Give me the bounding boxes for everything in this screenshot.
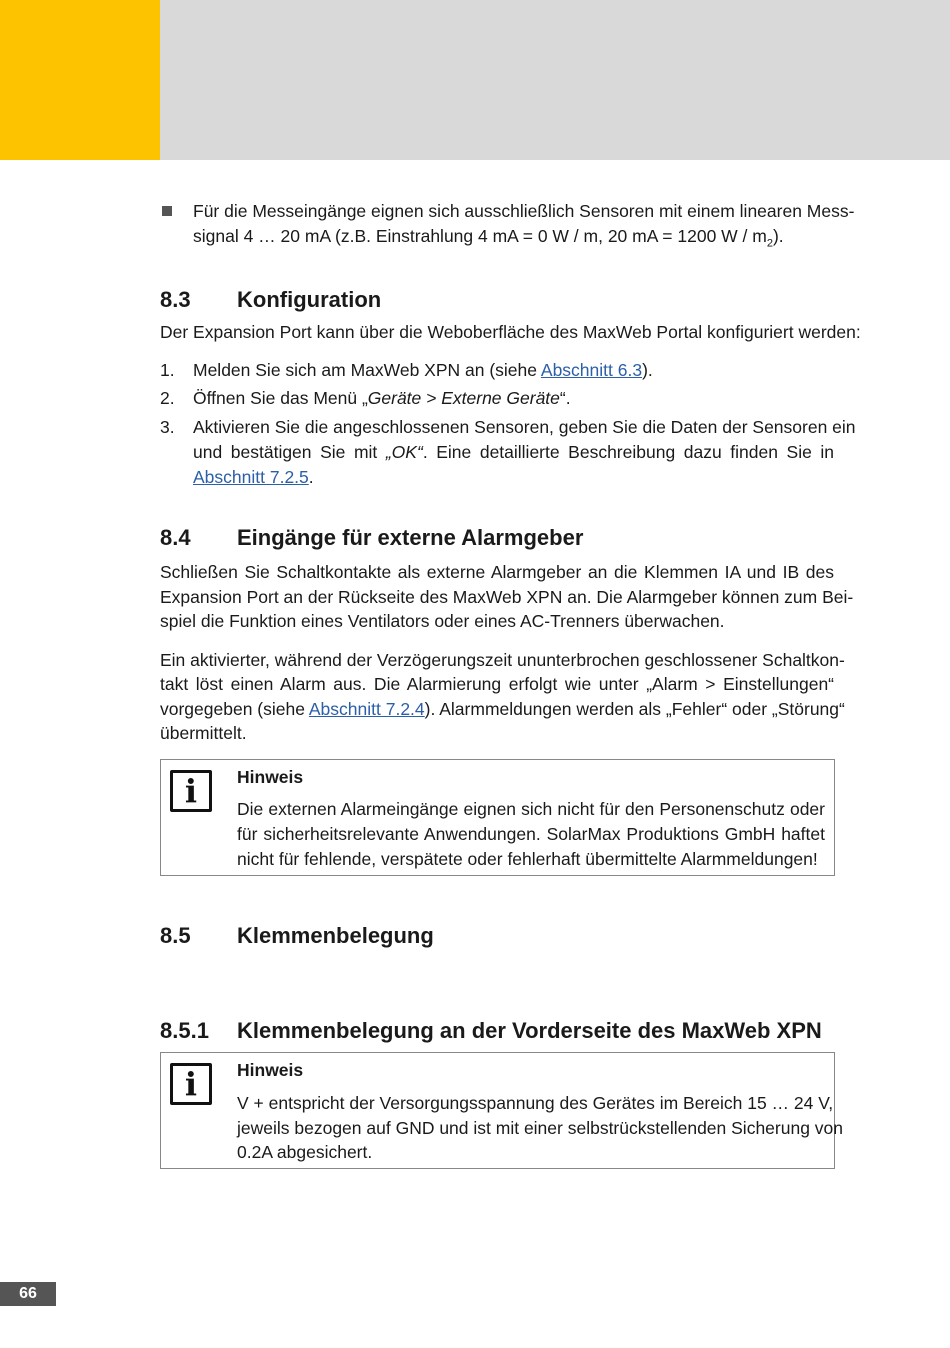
note-2-line-1: V + entspricht der Versorgungsspannung des Gerätes im Bereich 15 … 24 V,: [237, 1093, 834, 1113]
section-8-5-1-title: Klemmenbelegung an der Vorderseite des MaxWeb XPN: [237, 1018, 822, 1043]
section-8-5-title: Klemmenbelegung: [237, 923, 434, 948]
step-3-line-3: Abschnitt 7.2.5.: [193, 467, 314, 487]
header-accent-block: [0, 0, 160, 160]
link-abschnitt-7-2-5[interactable]: Abschnitt 7.2.5: [193, 467, 309, 487]
info-icon: i: [170, 770, 212, 812]
section-8-3-number: 8.3: [160, 287, 191, 312]
section-8-5-number: 8.5: [160, 923, 191, 948]
bullet-square-icon: [162, 206, 172, 216]
note-2-line-3: 0.2A abgesichert.: [237, 1142, 373, 1162]
section-8-4-title: Eingänge für externe Alarmgeber: [237, 525, 584, 550]
note-1-line-1: Die externen Alarmeingänge eignen sich nicht für den Personenschutz oder: [237, 799, 825, 819]
step-3-line-1: Aktivieren Sie die angeschlossenen Sensoren, geben Sie die Daten der Sensoren ein: [193, 417, 856, 437]
link-abschnitt-7-2-4[interactable]: Abschnitt 7.2.4: [308, 699, 425, 719]
section-8-5-1-number: 8.5.1: [160, 1018, 209, 1043]
section-8-3-intro: Der Expansion Port kann über die Weboberfläche des MaxWeb Portal konfiguriert werden:: [160, 322, 861, 342]
section-8-4-p2-line-3: vorgegeben (siehe Abschnitt 7.2.4). Alarmmeldungen werden als „Fehler“ oder „Störung“: [160, 699, 845, 719]
note-2-line-2: jeweils bezogen auf GND und ist mit einer selbstrückstellenden Sicherung von: [237, 1118, 844, 1138]
step-2-number: 2.: [160, 388, 175, 408]
note-1-line-3: nicht für fehlende, verspätete oder fehlerhaft übermittelte Alarmmeldungen!: [237, 849, 818, 869]
section-8-4-p1-line-3: spiel die Funktion eines Ventilators oder eines AC-Trenners überwachen.: [160, 611, 725, 631]
step-1-number: 1.: [160, 360, 175, 380]
page-number: 66: [0, 1282, 56, 1306]
note-1-line-2: für sicherheitsrelevante Anwendungen. SolarMax Produktions GmbH haftet: [237, 824, 825, 844]
step-3-number: 3.: [160, 417, 175, 437]
step-1-text: Melden Sie sich am MaxWeb XPN an (siehe Abschnitt 6.3).: [193, 360, 653, 380]
section-8-3-title: Konfiguration: [237, 287, 382, 312]
note-1-title: Hinweis: [237, 767, 304, 787]
note-2-title: Hinweis: [237, 1060, 304, 1080]
bullet-line-1: Für die Messeingänge eignen sich ausschließlich Sensoren mit einem linearen Mess-: [193, 201, 855, 221]
link-abschnitt-6-3[interactable]: Abschnitt 6.3: [540, 360, 643, 380]
section-8-4-p2-line-1: Ein aktivierter, während der Verzögerungszeit ununterbrochen geschlossener Schaltkon-: [160, 650, 845, 670]
section-8-4-number: 8.4: [160, 525, 191, 550]
section-8-4-p2-line-2: takt löst einen Alarm aus. Die Alarmierung erfolgt wie unter „Alarm > Einstellungen“: [160, 674, 834, 694]
header-band: [160, 0, 950, 160]
step-3-line-2: und bestätigen Sie mit „OK“. Eine detaillierte Beschreibung dazu finden Sie in: [193, 442, 835, 462]
section-8-4-p1-line-1: Schließen Sie Schaltkontakte als externe Alarmgeber an die Klemmen IA und IB des: [160, 562, 834, 582]
info-icon: i: [170, 1063, 212, 1105]
bullet-line-2: signal 4 … 20 mA (z.B. Einstrahlung 4 mA = 0 W / m, 20 mA = 1200 W / $m_2$).: [193, 226, 784, 250]
section-8-4-p1-line-2: Expansion Port an der Rückseite des MaxWeb XPN an. Die Alarmgeber können zum Bei-: [160, 587, 854, 607]
section-8-4-p2-line-4: übermittelt.: [160, 723, 247, 743]
step-2-text: Öffnen Sie das Menü „Geräte > Externe Geräte“.: [193, 388, 571, 408]
